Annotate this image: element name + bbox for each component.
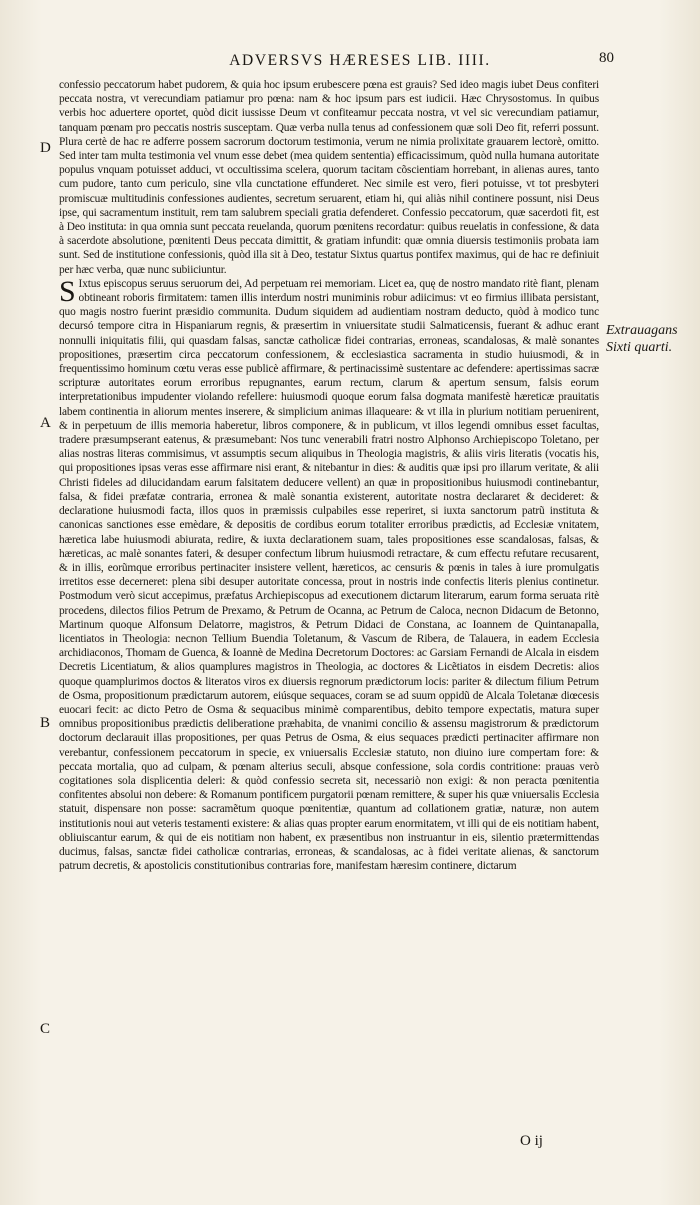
margin-letter-a: A [40, 415, 51, 431]
paragraph-sixtus-bull [59, 274, 599, 874]
marginal-note: Extrauagans Sixti quarti. [606, 323, 678, 355]
drop-cap: S [59, 274, 76, 308]
margin-letter-b: B [40, 715, 51, 731]
page-number: 80 [599, 50, 614, 66]
margin-letter-c: C [40, 1021, 51, 1037]
margin-letter-d: D [40, 140, 51, 156]
main-text [59, 78, 599, 873]
signature-mark: O ij [520, 1133, 543, 1149]
bull-text: Ixtus episcopus seruus seruorum dei, Ad perpetuam rei memoriam. Licet ea, quę de nostro mandato ritè fiant, plenam obtineant roboris firmitatem: tamen illis interdum nostri muniminis robur adiicimus: vt eo firmius illibata persistant, quo magis nostro fuerint præsidio communita. Dudum siquidem ad audientiam nostram deducto, quòd à modico tunc decursó tempore citra in Hispaniarum regnis, & præsertim in vniuersitate studii Salmaticensis, fuerant & adhuc erant nonnulli iniquitatis filii, qui quasdam falsas, sanctæ catholicæ fidei contrarias, erroneas, scandalosas, & malè sonantes propositiones, præsertim circa peccatorum confessionem, & ecclesiastica sacramenta in studio huiusmodi, & in frequentissimo hominum cœtu veras esse publicè affirmare, & pertinacissimè sustentare ac defendere: apertissimas sacræ scripturæ autoritates eorum erroribus repugnantes, earum rectum, clarum & apertum sensum, falsis eorum interpretationibus impudenter violando refellere: huiusmodi quoque eorum falsa dogmata manifestè hæreticæ prauitatis labem continentia in aliorum mentes inserere, & simplicium animas illaqueare: & vt illa in plurium notitiam peruenirent, & in perpetuum de illis memoria haberetur, libros componere, & in publicum, vt illos legendi omnibus esset facultas, tradere præsumpserant eatenus, & præsumebant: Nos tunc venerabili fratri nostro Alphonso Archiepiscopo Toletano, per alias nostras literas commisimus, vt assumptis secum aliquibus in Theologia magistris, & aliis viris literatis (vocatis his, qui propositiones ipsas veras esse affirmare nisi erant, & nitebantur in dies: & auditis quæ ipsi pro illarum veritate, & alii Christi fideles ad dilucidandam earum falsitatem deducere vellent) an quæ in propositionibus huiusmodi continebantur, falsa, & fidei præfatæ contraria, erronea & malè sonantia existerent, autoritate nostra declararet & decideret: & declaratione huiusmodi facta, illos quos in præmissis culpabiles esse reperiret, si iuxta sanctorum patrũ instituta & canonicas sanctiones esse emèdare, & depositis de cordibus eorum totaliter erroribus prædictis, ad Ecclesiæ vnitatem, hæretica labe huiusmodi abiurata, redire, & iuxta declarationem suam, tales propositiones esse scandalosas, falsas, & hæreticas, ac malè sonantes fateri, & desuper confectum librum huiusmodi retractare, & cum effectu refutare recusarent, & in illis, eorũmque erroribus pertinaciter insistere vellent, hæreticos, ac censuris & pœnis in tales à iure promulgatis irretitos esse decerneret: plena sibi desuper autoritate concessa, prout in nostris inde confectis literis plenius continetur. Postmodum verò sicut accepimus, præfatus Archiepiscopus ad executionem dictarum literarum, earum forma seruata ritè procedens, dilectos filios Petrum de Prexamo, & Petrum de Ocanna, ac Petrum de Caloca, necnon Didacum de Betonno, Martinum quoque Alfonsum Delatorre, magistros, & Petrum Didaci de Constana, ac Ioannem de Quintanapalla, licentiatos in Theologia: necnon Tellium Buendia Toletanum, & Vascum de Ribera, de Talauera, in eadem Ecclesia archidiaconos, Thomam de Guenca, & Ioannè de Medina Decretorum Doctores: ac Garsiam Fernandi de Alcala in eisdem Decretis Licentiatum, & alios quamplures magistros in Theologia, ac doctores & Licẽtiatos in eisdem Decretis: alios quoque quamplurimos doctos & literatos viros ex diuersis regnorum prædictorum locis: pariter & dilectum filium Petrum de Osma, propositionum prædictarum autorem, eiúsque sequaces, coram se ad suum oppidũ de Alcala Toletanæ diœcesis euocari fecit: ac dicto Petro de Osma & sequacibus minimè comparentibus, debito tempore expectatis, matura super omnibus propositionibus prædictis deliberatione præhabita, de vnanimi concilio & assensu magistrorum & prædictorum doctorum declarauit illas propositiones, per quas Petrus de Osma, & eius sequaces prædicti pertinaciter affirmare non verebantur, confessionem peccatorum in specie, ex vniuersalis Ecclesiæ statuto, non diuino iure compertam fore: & peccata mortalia, quo ad culpam, & pœnam alterius seculi, absque confessione, sola cordis contritione: prauas verò cogitationes sola displicentia deleri: & quòd confessio secreta sit, necessariò non exigi: & non peracta pœnitentia confitentes absolui non debere: & Romanum pontificem purgatorii pœnam remittere, & super his quæ vniuersalis Ecclesia statuit, dispensare non posse: sacramẽtum quoque pœnitentiæ, quantum ad collationem gratiæ, naturæ, non autem institutionis noui aut veteris testamenti existere: & alias quas propter earum enormitatem, vt illi qui de eis notitiam habent, obliuiscantur earum, & qui de eis notitiam non habent, ex præsentibus non instruantur in eis, silentio prætermittendas ducimus, falsas, sanctæ fidei catholicæ contrarias, erroneas, & scandalosas, ac à fidei veritate alienas, & sanctorum patrum decretis, & apostolicis constitutionibus contrarias fore, manifestam hæresim continere, dictarum [59, 277, 599, 873]
running-header: ADVERSVS HÆRESES LIB. IIII. [229, 52, 491, 69]
paragraph-chrysostomus: confessio peccatorum habet pudorem, & quia hoc ipsum erubescere pœna est grauis? Sed ideo magis iubet Deus confiteri peccata nostra, vt verecundiam patiamur pro pœna: nam & hoc ipsum pars est iudicii. Hæc Chrysostomus. In quibus verbis hoc aduertere oportet, quòd dicit iussisse Deum vt confiteamur peccata nostra, vt vel sic verecundiam patiamur, tanquam pœnam pro peccatis nostris susceptam. Quæ verba nulla tenus ad confessionem quæ soli Deo fit, referri possunt. Plura certè de hac re adferre possem sacrorum doctorum testimonia, verum ne nimia prolixitate grauarem lectorè, omitto. Sed inter tam multa testimonia vel vnum esse debet (mea quidem sententia) efficacissimum, quòd nulla humana autoritate populus vnquam potuisset adduci, vt occultissima scelera, quorum tacitam cõscientiam horrebant, in alienas aures, tanto cum pudore, tanto cum periculo, sine vlla cunctatione effunderet. Nec simile est vero, fieri potuisse, vt tot presbyteri promiscuæ multitudinis confessiones audientes, secretum seruarent, etiam hi, qui aliàs nihil continere possunt, nisi Deus ipse, qui sacramentum instituit, rem tam salubrem speciali gratia defenderet. Confessio peccatorum, quæ sacerdoti fit, est à Deo instituta: in qua omnia sunt peccata reuelanda, quorum pœnitens recordatur: quibus reuelatis in confessione, & data à sacerdote absolutione, pœnitenti Deus peccata dimittit, & gratiam infundit: quæ omnia diuersis testimoniis probata iam sunt. Sed de institutione confessionis, quòd illa sit à Deo, testatur Sixtus quartus pontifex maximus, qui de hac re definiuit per hæc verba, quæ nunc subiiciuntur. [59, 79, 599, 276]
